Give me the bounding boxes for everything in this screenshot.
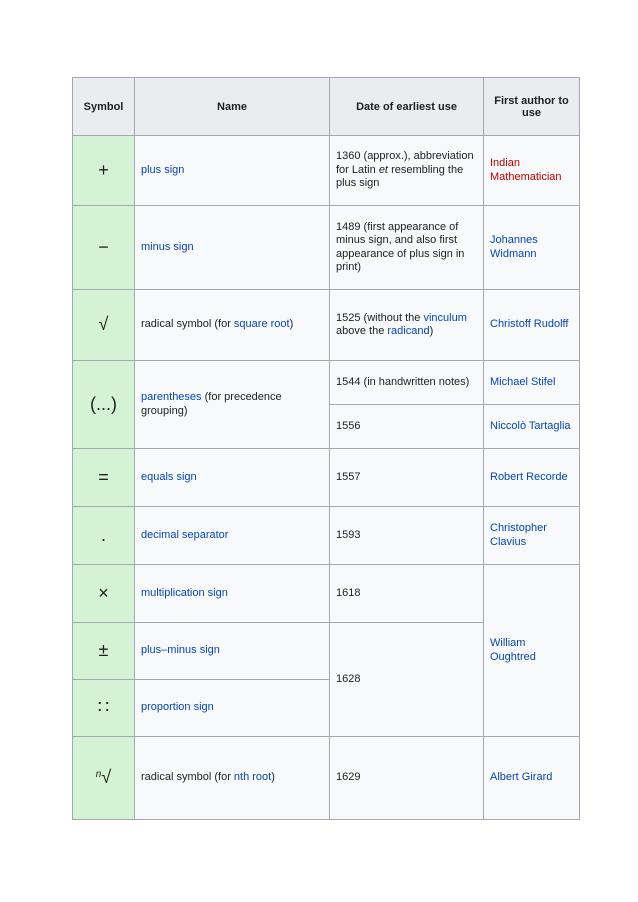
name-cell xyxy=(135,680,330,737)
symbol-cell: = xyxy=(73,449,135,507)
author-link[interactable]: Michael Stifel xyxy=(490,375,556,388)
name-link[interactable]: plus–minus sign xyxy=(141,644,220,657)
table-row xyxy=(73,136,580,206)
date-cell xyxy=(330,136,484,206)
author-cell xyxy=(484,136,580,206)
name-cell xyxy=(135,361,330,449)
name-cell xyxy=(135,449,330,507)
author-cell xyxy=(484,405,580,449)
date-text-tail: resembling the plus sign xyxy=(336,163,464,190)
name-cell xyxy=(135,507,330,565)
symbol-cell: ∷ xyxy=(73,680,135,737)
math-symbols-table xyxy=(72,77,580,820)
date-cell: 1628 xyxy=(330,623,484,737)
symbol-cell xyxy=(73,737,135,820)
author-link[interactable]: Indian Mathematician xyxy=(490,157,562,183)
name-link[interactable]: minus sign xyxy=(141,240,194,253)
name-cell xyxy=(135,737,330,820)
author-link[interactable]: Christoff Rudolff xyxy=(490,318,569,331)
name-link[interactable]: decimal separator xyxy=(141,528,229,541)
name-link[interactable]: equals sign xyxy=(141,470,197,483)
header-name: Name xyxy=(135,78,330,136)
table-row xyxy=(73,737,580,820)
author-cell xyxy=(484,361,580,405)
author-link[interactable]: William Oughtred xyxy=(490,637,536,663)
date-link-radicand[interactable]: radicand xyxy=(387,325,430,337)
date-cell: 1556 xyxy=(330,405,484,449)
table-row xyxy=(73,565,580,623)
author-link[interactable]: Johannes Widmann xyxy=(490,234,538,260)
date-cell: 1629 xyxy=(330,737,484,820)
date-cell: 1618 xyxy=(330,565,484,623)
name-text: radical symbol (for xyxy=(141,318,231,331)
date-italic: et xyxy=(378,163,388,176)
author-cell xyxy=(484,290,580,361)
date-link-vinculum[interactable]: vinculum xyxy=(423,311,467,324)
table-row xyxy=(73,449,580,507)
author-cell xyxy=(484,449,580,507)
header-author: First author to use xyxy=(484,78,580,136)
author-cell xyxy=(484,507,580,565)
date-text: 1360 (approx.), abbreviation for Latin xyxy=(336,150,474,176)
symbol-cell: (...) xyxy=(73,361,135,449)
name-link[interactable]: plus sign xyxy=(141,163,185,176)
name-link[interactable]: multiplication sign xyxy=(141,586,228,599)
name-text-tail: ) xyxy=(271,771,275,784)
symbol-cell: − xyxy=(73,206,135,290)
author-link[interactable]: Albert Girard xyxy=(490,771,553,784)
name-cell xyxy=(135,206,330,290)
name-link[interactable]: proportion sign xyxy=(141,701,214,714)
name-cell xyxy=(135,623,330,680)
date-text-tail: ) xyxy=(429,325,434,337)
symbol-cell: √ xyxy=(73,290,135,361)
name-text: radical symbol (for xyxy=(141,771,231,784)
symbol-cell: + xyxy=(73,136,135,206)
date-cell: 1557 xyxy=(330,449,484,507)
date-cell xyxy=(330,290,484,361)
author-cell xyxy=(484,565,580,737)
header-row xyxy=(73,78,580,136)
author-cell xyxy=(484,206,580,290)
date-cell: 1489 (first appearance of minus sign, and also first appearance of plus sign in print) xyxy=(330,206,484,290)
symbol-cell: . xyxy=(73,507,135,565)
header-symbol: Symbol xyxy=(73,78,135,136)
name-link[interactable]: square root xyxy=(233,318,290,331)
date-text: 1525 (without the xyxy=(336,311,421,324)
author-link[interactable]: Christopher Clavius xyxy=(490,522,547,548)
name-cell xyxy=(135,565,330,623)
name-text-tail: (for precedence grouping) xyxy=(141,391,282,417)
table-row xyxy=(73,290,580,361)
symbol-glyph: √ xyxy=(101,767,112,788)
table-row xyxy=(73,507,580,565)
table-row xyxy=(73,206,580,290)
name-cell xyxy=(135,136,330,206)
date-cell: 1593 xyxy=(330,507,484,565)
date-cell: 1544 (in handwritten notes) xyxy=(330,361,484,405)
author-link[interactable]: Robert Recorde xyxy=(490,470,568,483)
name-link[interactable]: parentheses xyxy=(141,391,202,404)
symbol-cell: ± xyxy=(73,623,135,680)
symbol-cell: × xyxy=(73,565,135,623)
name-link[interactable]: nth root xyxy=(233,771,272,784)
date-text-mid: above the xyxy=(336,325,385,337)
name-cell xyxy=(135,290,330,361)
author-link[interactable]: Niccolò Tartaglia xyxy=(490,419,571,432)
name-text-tail: ) xyxy=(289,318,294,331)
table-row xyxy=(73,361,580,405)
symbol-index: n xyxy=(95,769,102,781)
header-date: Date of earliest use xyxy=(330,78,484,136)
author-cell xyxy=(484,737,580,820)
